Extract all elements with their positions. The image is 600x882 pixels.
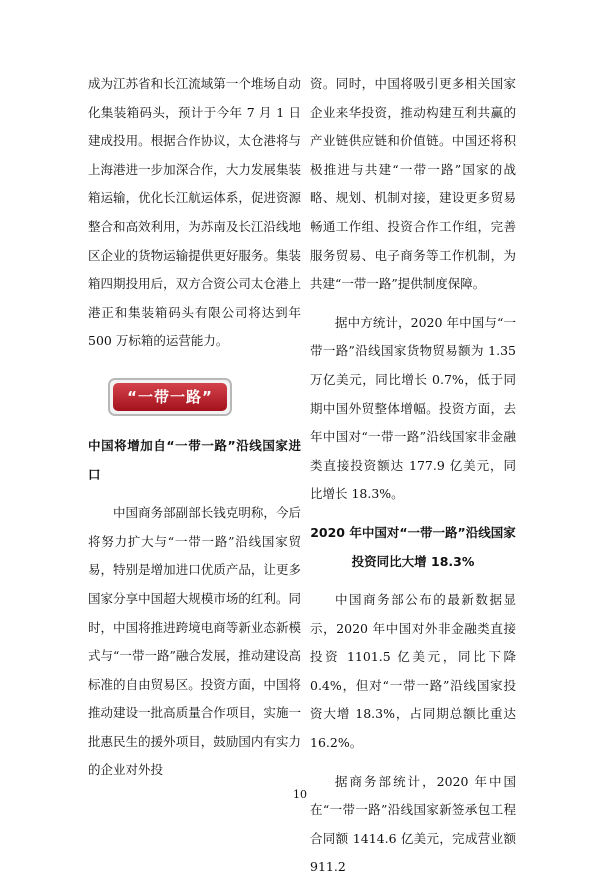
article-heading-investment: 2020 年中国对“一带一路”沿线国家投资同比大增 18.3% xyxy=(310,524,516,569)
section-banner xyxy=(108,378,301,416)
paragraph-trade-stats: 据中方统计，2020 年中国与“一带一路”沿线国家货物贸易额为 1.35 万亿美元，同比增长 0.7%，低于同期中国外贸整体增幅。投资方面，去年中国对“一带一路”沿线国家非金融类直接投资额达 177.9 亿美元，同比增长 18.3%。 xyxy=(310,314,516,502)
paragraph-continuation: 成为江苏省和长江流域第一个堆场自动化集装箱码头，预计于今年 7 月 1 日建成投用。根据合作协议，太仓港将与上海港进一步加深合作，大力发展集装箱运输，优化长江航运体系，促进资源整合和高效利用，为苏南及长江沿线地区企业的货物运输提供更好服务。集装箱四期投用后，双方合资公司太仓港上港正和集装箱码头有限公司将达到年 500 万标箱的运营能力。 xyxy=(88,76,301,349)
right-column xyxy=(310,70,516,882)
banner-frame xyxy=(108,378,232,416)
paragraph-continuation-right: 资。同时，中国将吸引更多相关国家企业来华投资，推动构建互利共赢的产业链供应链和价值链。中国还将积极推进与共建“一带一路”国家的战略、规划、机制对接，建设更多贸易畅通工作组、投资合作工作组，完善服务贸易、电子商务等工作机制，为共建“一带一路”提供制度保障。 xyxy=(310,76,516,292)
left-column xyxy=(88,70,301,785)
paragraph-imports: 中国商务部副部长钱克明称，今后将努力扩大与“一带一路”沿线国家贸易，特别是增加进口优质产品，让更多国家分享中国超大规模市场的红利。同时，中国将推进跨境电商等新业态新模式与“一带一路”融合发展，推动建设高标准的自由贸易区。投资方面，中国将推动建设一批高质量合作项目，实施一批惠民生的援外项目，鼓励国内有实力的企业对外投 xyxy=(88,505,301,778)
paragraph-investment-data: 中国商务部公布的最新数据显示，2020 年中国对外非金融类直接投资 1101.5 亿美元，同比下降 0.4%，但对“一带一路”沿线国家投资大增 18.3%，占同期总额比重达 16.2%。 xyxy=(310,592,516,751)
page-number: 10 xyxy=(293,788,307,801)
paragraph-contracts: 据商务部统计，2020 年中国在“一带一路”沿线国家新签承包工程合同额 1414.6 亿美元，完成营业额 911.2 xyxy=(310,773,516,875)
article-heading-imports: 中国将增加自“一带一路”沿线国家进口 xyxy=(88,437,301,482)
banner-label: “一带一路” xyxy=(113,383,227,411)
